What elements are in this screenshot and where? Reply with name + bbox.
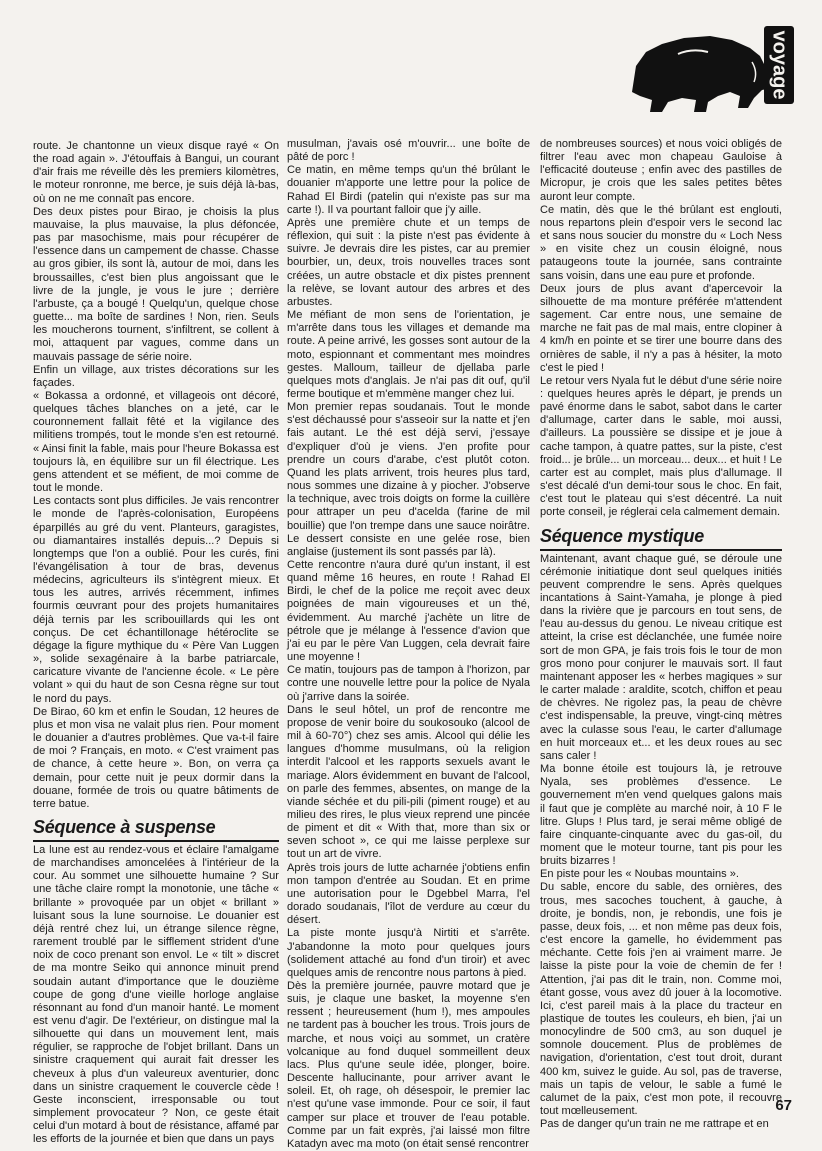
- paragraph: Ce matin, dès que le thé brûlant est englouti, nous repartons plein d'espoir vers le second lac et sans nous soucier du monstre du « Loch Ness » en visite chez un cousin éloigné, nous pataugeons toute la journée, sans contrainte sans voisin, dans une eau pure et profonde.: [540, 203, 782, 282]
- paragraph: Pas de danger qu'un train ne me rattrape et en: [540, 1118, 769, 1131]
- paragraph: route. Je chantonne un vieux disque rayé « On the road again ». J'étouffais à Bangui, un courant d'air frais me réveille dès les premiers kilomètres, le moteur ronronne, me berce, je suis déjà là-bas, où on ne me connaît pas encore.: [33, 140, 279, 205]
- paragraph: De Birao, 60 km et enfin le Soudan, 12 heures de plus et mon visa ne valait plus rien. Pour moment le douanier a d'autres problèmes. Que va-t-il faire de moi ? Français, en moto. « C'est vraiment pas de chance, à cette heure ». Bon, on verra ça demain, pour cette nuit je peux dormir dans la douane, formée de trois ou quatre bâtiments de terre batue.: [33, 705, 279, 810]
- paragraph: Dès la première journée, pauvre motard que je suis, je claque une basket, la moyenne s'en ressent ; heureusement (hum !), mes ampoules ne tardent pas à boucher les trous. Trois jours de marche, et nous voiçi au sommet, un cratère volcanique au fond duquel sommeillent deux lacs. Plus qu'une seule idée, plonger, boire. Descente hallucinante, pour arriver avant le soleil. Et, oh rage, oh désespoir, le premier lac n'est qu'une vase immonde. Pour ce soir, il faut camper sur place et trouver de l'eau potable. Comme par un fait exprès, j'ai laissé mon filtre Katadyn avec ma moto (on était sensé rencontrer: [287, 980, 530, 1150]
- paragraph: En piste pour les « Noubas mountains ».: [540, 868, 739, 881]
- paragraph: musulman, j'avais osé m'ouvrir... une boîte de pâté de porc !: [287, 138, 530, 164]
- paragraph: Après une première chute et un temps de réflexion, qui suit : la piste n'est pas évidente à suivre. Je devrais dire les pistes, car au premier bourbier, un, deux, trois nouvelles traces sont créées, un autre obstacle et dix pistes prennent la relève, se lovant autour des arbres et des arbustes.: [287, 216, 530, 308]
- paragraph: La piste monte jusqu'à Nirtiti et s'arrête. J'abandonne la moto pour quelques jours (solidement attaché au fond d'un tiroir) et avec quelques amis de rencontre nous partons à pied.: [287, 927, 530, 979]
- paragraph: Mon premier repas soudanais. Tout le monde s'est déchaussé pour s'asseoir sur la natte et j'en fais autant. Le thé est déjà servi, j'essaye d'expliquer d'où je viens. J'en profite pour prendre un cours d'arabe, c'est plutôt coton. Quand les plats arrivent, trois heures plus tard, nous sommes une dizaine à y piocher. J'observe la technique, avec trois doigts on forme la cuillère pour attraper un peu d'acelda (farine de mil bouillie) que l'on trempe dans une sauce noirâtre. Le dessert consiste en une gelée rose, bien anglaise (justement ils sont passés par là).: [287, 401, 530, 558]
- paragraph: Maintenant, avant chaque gué, se déroule une cérémonie initiatique dont seul quelques initiés peuvent comprendre le sens. Après quelques incantations à Saint-Yamaha, je plonge à pied dans la rivière que je parcours en tout sens, de l'eau au-dessus du genou. Le niveau critique est atteint, la crise est déclanchée, une fumée noire sort de mon GPA, je fais trois fois le tour de mon gros mono pour conjurer le mauvais sort. Il faut maintenant apposer les « herbes magiques » sur le carter malade : araldite, scotch, chiffon et peau de chèvres. Ne rigolez pas, la peau de chèvre c'est indispensable, la preuve, vingt-cinq mètres avec la culasse sous l'eau, le carter d'allumage en huit morceaux et... et les deux roues au sec sans caler !: [540, 552, 782, 762]
- paragraph: Enfin un village, aux tristes décorations sur les façades.: [33, 363, 279, 389]
- paragraph: Le retour vers Nyala fut le début d'une série noire : quelques heures après le départ, je prends un pavé énorme dans le sabot, sabot dans le carter d'allumage, carter dans le sable, moi aussi, d'ailleurs. La poussière se dissipe et je joue à cache tampon, à quatre pattes, sur la piste, c'est froid... je brûle... un morceau... deux... et huit ! Le carter est au complet, mais plus d'allumage. Il s'est décalé d'un demi-tour sous le choc. En fait, c'est tout le plateau qui s'est décentré. La nuit porte conseil, je réglerai cela calmement demain.: [540, 374, 782, 519]
- column-3: [540, 138, 782, 1131]
- paragraph: Ce matin, toujours pas de tampon à l'horizon, par contre une nouvelle lettre pour la police de Nyala où j'arrive dans la soirée.: [287, 664, 530, 703]
- paragraph: La lune est au rendez-vous et éclaire l'amalgame de marchandises amoncelées à l'intérieur de la cour. Au sommet une silhouette humaine ? Sur une tâche claire rompt la monotonie, une tâche « brillante » provoquée par un objet « brillant » luisant sous la lune sournoise. Le douanier est déjà rentré chez lui, un étrange silence règne, rarement troublé par le sifflement strident d'une noix de coco prenant son envol. Le « tilt » discret de ma montre Seiko qui annonce minuit prend soudain autant d'importance que le douzième coupe de gong d'une vieille horloge anglaise résonnant au fond d'un manoir hanté. Le moment est venu d'agir. De l'extérieur, on distingue mal la silhouette qui dans un mouvement lent, mais régulier, se rapproche de l'objet brillant. Dans un sinistre craquement qui aurait fait dresser les cheveux à plus d'un valeureux aventurier, donc dans un sinistre craquement le couvercle cède ! Geste inconscient, irresponsable ou tout simplement provocateur ? Non, ce geste était celui d'un motard à bout de résistance, affamé par les efforts de la journée et bien que dans un pays: [33, 843, 279, 1146]
- paragraph: Ma bonne étoile est toujours là, je retrouve Nyala, ses problèmes d'essence. Le gouvernement m'en vend quelques galons mais il faut que je complète au marché noir, à 10 F le litre. Glups ! Plus tard, je serai même obligé de faire cinquante-cinquante avec du gas-oil, du moment que le moteur tourne, tant pis pour les bruits bizarres !: [540, 763, 782, 868]
- section-heading-mystique: Séquence mystique: [540, 526, 782, 551]
- section-heading-suspense: Séquence à suspense: [33, 817, 279, 842]
- paragraph: de nombreuses sources) et nous voici obligés de filtrer l'eau avec mon chapeau Gauloise à l'efficacité douteuse ; enfin avec des pastilles de Micropur, je crois que les sales petites bêtes auront leur compte.: [540, 138, 782, 203]
- page-number: 67: [775, 1097, 792, 1114]
- voyage-logo-text: voyage: [768, 30, 791, 100]
- rhino-voyage-logo: [622, 22, 798, 120]
- column-1: [33, 140, 279, 1147]
- paragraph: Des deux pistes pour Birao, je choisis la plus mauvaise, la plus mauvaise, la plus défoncée, pas par masochisme, mais pour récupérer de l'essence dans un campement de chasse. Chasse au gros gibier, ils sont là, autour de moi, dans les broussailles, c'est bien plus angoissant que le livre de la jungle, je vous le jure ; derrière l'arbuste, ça a bougé ! Quelqu'un, quelque chose guette... ma boîte de sardines ! Non, rien. Seuls les moucherons tournent, s'infiltrent, se collent à moi, attaquent par vagues, comme dans un mauvais passage de série noire.: [33, 205, 279, 363]
- paragraph: Du sable, encore du sable, des ornières, des trous, mes sacoches touchent, à gauche, à droite, je bondis, non, je rebondis, une fois je passe, deux fois, ... et non même pas deux fois, c'est encore la gamelle, ho évidemment pas méchante. Cette fois j'en ai vraiment marre. Je laisse la piste pour la voie de chemin de fer ! Attention, j'ai pas dit le train, non. Comme moi, étant gosse, vous avez dû jouer à la locomotive. Ici, c'est pareil mais à la place du tracteur en plastique de toutes les couleurs, eh bien, j'ai un monocylindre de 500 cm3, au son duquel je somnole doucement. Plus de problèmes de navigation, d'orientation, c'est tout droit, durant 400 km, suivez le guide. Au sol, pas de traverse, mais un tapis de velour, le sable a fumé le calumet de la paix, c'est mon pote, il recouvre tout mœlleusement.: [540, 881, 782, 1118]
- paragraph: Cette rencontre n'aura duré qu'un instant, il est quand même 16 heures, en route ! Rahad El Birdi, le chef de la police me reçoit avec deux poignées de main vigoureuses et un thé, évidemment. Au marché j'achète un litre de pétrole que je mélange à l'essence d'avion que j'ai eu par le père Van Luggen, cela devrait faire une moyenne !: [287, 559, 530, 664]
- paragraph: Deux jours de plus avant d'apercevoir la silhouette de ma monture préférée m'attendent sagement. Car entre nous, une semaine de marche ne fait pas de mal mais, entre clopiner à 4 km/h en pointe et se tirer une bourre dans des ornières de sable, il n'y a pas à hésiter, la moto c'est le pied !: [540, 282, 782, 374]
- paragraph: Après trois jours de lutte acharnée j'obtiens enfin mon tampon d'entrée au Soudan. Et en prime une autorisation pour le Dgebbel Marra, l'el dorado soudanais, l'îlot de verdure au cœur du désert.: [287, 861, 530, 927]
- paragraph: Me méfiant de mon sens de l'orientation, je m'arrête dans tous les villages et demande ma route. A peine arrivé, les gosses sont autour de la moto, espionnant et commentant mes moindres gestes. Malloum, tailleur de djellaba parle quelques mots d'anglais. Je n'ai pas dit ouf, qu'il ferme boutique et m'emmène manger chez lui.: [287, 309, 530, 400]
- paragraph: Ce matin, en même temps qu'un thé brûlant le douanier m'apporte une lettre pour la police de Rahad El Birdi (patelin qui n'existe pas sur ma carte !). Il va pourtant falloir que j'y aille.: [287, 164, 530, 216]
- column-2: [287, 138, 530, 1151]
- paragraph: Les contacts sont plus difficiles. Je vais rencontrer le monde de l'après-colonisation, Européens éparpillés au gré du vent. Planteurs, garagistes, ou diamantaires installés depuis...? Depuis si longtemps que l'on a oublié. Pour les curés, fini l'évangélisation à tour de bras, devenus médecins, agriculteurs ils s'intègrent mieux. Et tous les autres, arrivés récemment, infimes fourmis œuvrant pour des projets humanitaires déjà ternis par les scribouillards qui les ont conçus. De cet échantillonage hétéroclite se dégage la figure mythique du « Père Van Luggen », solide sexagénaire à la barbe patriarcale, caricature vivante de l'ancienne école. « Le père volant » qui du haut de son Cesna règne sur tout le nord du pays.: [33, 495, 279, 705]
- paragraph: Dans le seul hôtel, un prof de rencontre me propose de venir boire du soukosouko (alcool de mil à 60-70°) chez ses amis. Alcool qui délie les langues d'homme musulmans, où la religion interdit l'alcool et les rapports sexuels avant le mariage. Alors évidemment en buvant de l'alcool, on parle des femmes, absentes, on mange de la viande séchée et du pili-pili (piment rouge) et au milieu des rires, le plus vieux reprend une pincée de piment et dit « With that, more than six or seven schoot », ce qui me laisse perplexe sur tout un art de vivre.: [287, 703, 530, 861]
- paragraph: « Bokassa a ordonné, et villageois ont décoré, quelques tâches blanches on a jeté, car le couronnement fallait fêté et la vigilance des militiens trompés, tout le monde s'en est retourné. « Ainsi finit la fable, mais pour l'heure Bokassa est toujours là, en équilibre sur un fil électrique. Les gens attendent et se méfient, de moi comme de tout le monde.: [33, 389, 279, 495]
